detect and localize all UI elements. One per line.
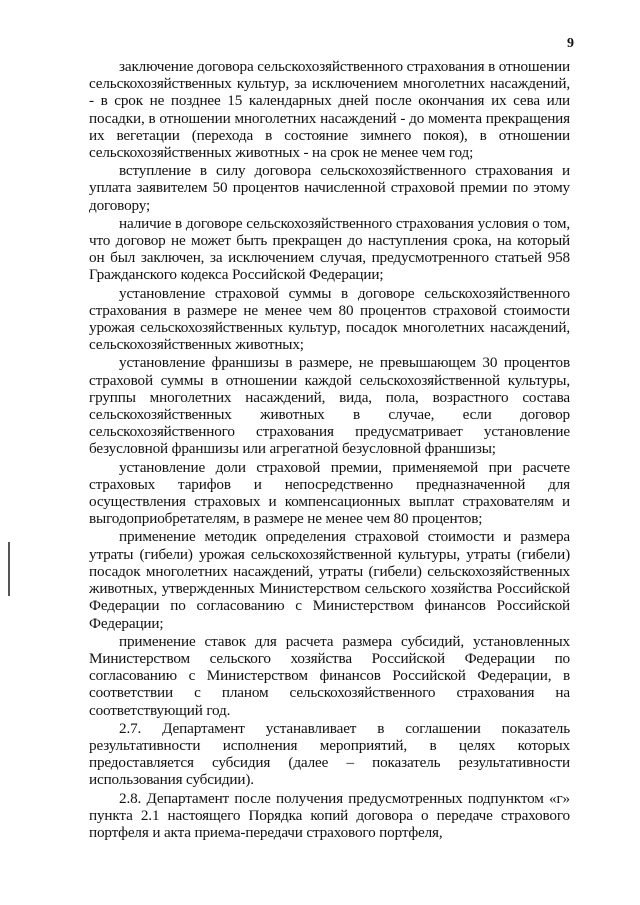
paragraph-sum-insured: установление страховой суммы в договоре сельскохозяйственного страхования в размере не менее чем 80 процентов страховой стоимости урожая сельскохозяйственных культур, посадок многолетних насаждений, сельскохозяйственных животных; [89, 284, 570, 354]
paragraph-insurance-contract-term: заключение договора сельскохозяйственного страхования в отношении сельскохозяйственных культур, за исключением многолетних насаждений, - в срок не позднее 15 календарных дней после окончания их сева или посадки, в отношении многолетних насаждений - до момента прекращения их вегетации (перехода в состояние зимнего покоя), в отношении сельскохозяйственных животных - на срок не менее чем год; [89, 58, 570, 162]
paragraph-subsidy-rates: применение ставок для расчета размера субсидий, установленных Министерством сельского хозяйства Российской Федерации по согласованию с Министерством финансов Российской Федерации, в соответствии с планом сельскохозяйственного страхования на соответствующий год. [89, 632, 570, 719]
paragraph-valuation-methods: применение методик определения страховой стоимости и размера утраты (гибели) урожая сельскохозяйственной культуры, утраты (гибели) посадок многолетних насаждений, утраты (гибели) сельскохозяйственных животных, утвержденных Министерством сельского хозяйства Российской Федерации по согласованию с Министерством финансов Российской Федерации; [89, 528, 570, 632]
paragraph-contract-entry-into-force: вступление в силу договора сельскохозяйственного страхования и уплата заявителем 50 процентов начисленной страховой премии по этому договору; [89, 162, 570, 214]
document-body [89, 58, 570, 841]
paragraph-section-2-8: 2.8. Департамент после получения предусмотренных подпунктом «г» пункта 2.1 настоящего Порядка копий договора о передаче страхового портфеля и акта приема-передачи страхового портфеля, [89, 789, 570, 841]
paragraph-premium-share: установление доли страховой премии, применяемой при расчете страховых тарифов и непосредственно предназначенной для осуществления страховых и компенсационных выплат страхователям и выгодоприобретателям, в размере не менее чем 80 процентов; [89, 458, 570, 528]
page-number: 9 [567, 36, 574, 51]
paragraph-no-early-termination: наличие в договоре сельскохозяйственного страхования условия о том, что договор не может быть прекращен до наступления срока, на который он был заключен, за исключением случая, предусмотренного статьей 958 Гражданского кодекса Российской Федерации; [89, 214, 570, 284]
paragraph-section-2-7: 2.7. Департамент устанавливает в соглашении показатель результативности исполнения мероприятий, в целях которых предоставляется субсидия (далее – показатель результативности использования субсидии). [89, 719, 570, 789]
paragraph-deductible: установление франшизы в размере, не превышающем 30 процентов страховой суммы в отношении каждой сельскохозяйственной культуры, группы многолетних насаждений, вида, пола, возрастного состава сельскохозяйственных животных в случае, если договор сельскохозяйственного страхования предусматривает установление безусловной франшизы или агрегатной безусловной франшизы; [89, 354, 570, 458]
margin-scan-mark [8, 542, 10, 596]
